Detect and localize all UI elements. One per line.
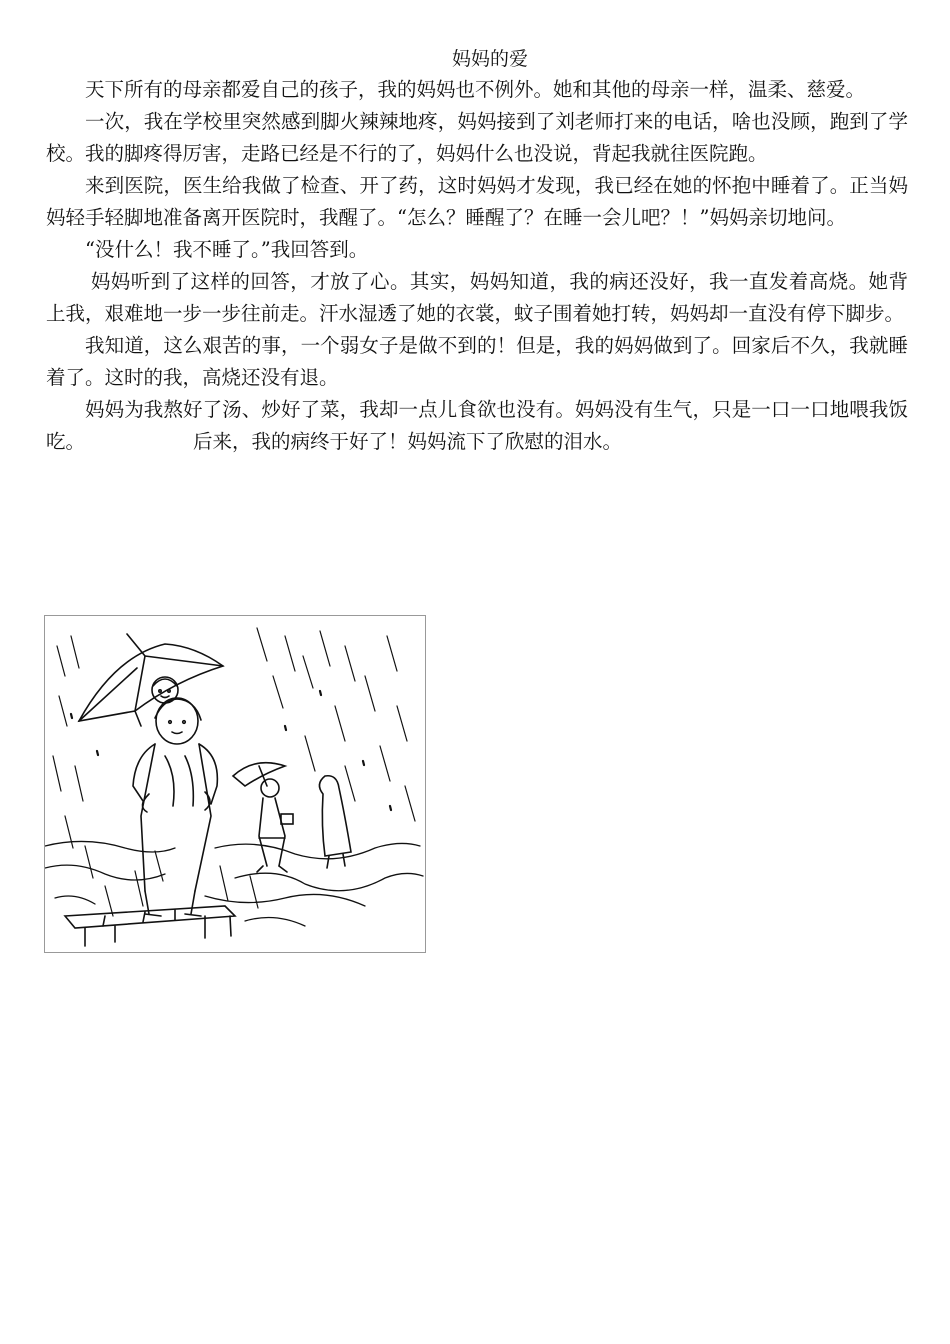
mother-carrying-child-in-rain-icon	[45, 616, 425, 952]
paragraph-6: 我知道，这么艰苦的事，一个弱女子是做不到的！但是，我的妈妈做到了。回家后不久，我就睡着了。这时的我，高烧还没有退。	[46, 334, 908, 389]
bridge-plank-icon	[65, 906, 235, 946]
paragraph-4: “没什么！我不睡了。”我回答到。	[85, 238, 369, 261]
rain-drops-icon	[71, 691, 391, 810]
paragraph-1: 天下所有的母亲都爱自己的孩子，我的妈妈也不例外。她和其他的母亲一样，温柔、慈爱。	[85, 78, 866, 101]
paragraph-2: 一次，我在学校里突然感到脚火辣辣地疼，妈妈接到了刘老师打来的电话，啥也没顾，跑到了学校。我的脚疼得厉害，走路已经是不行的了，妈妈什么也没说，背起我就往医院跑。	[46, 110, 908, 165]
umbrella-icon	[79, 634, 223, 726]
paragraph-7-part-2: 后来，我的病终于好了！妈妈流下了欣慰的泪水。	[193, 430, 623, 453]
essay-body	[46, 74, 908, 458]
hooded-figure-icon	[319, 776, 351, 868]
document-title: 妈妈的爱	[451, 48, 528, 70]
paragraph-7-part-1: 妈妈为我熬好了汤、炒好了菜，我却一点儿食欲也没有。妈妈没有生气，只是一口一口地喂我饭吃。	[46, 398, 908, 453]
rain-illustration	[44, 615, 426, 953]
child-with-umbrella-icon	[233, 763, 293, 872]
paragraph-7	[46, 394, 908, 458]
mother-figure-icon	[133, 698, 217, 916]
paragraph-3: 来到医院，医生给我做了检查、开了药，这时妈妈才发现，我已经在她的怀抱中睡着了。正当妈妈轻手轻脚地准备离开医院时，我醒了。“怎么？睡醒了？在睡一会儿吧？！”妈妈亲切地问。	[46, 174, 908, 229]
paragraph-5: 妈妈听到了这样的回答，才放了心。其实，妈妈知道，我的病还没好，我一直发着高烧。她背上我，艰难地一步一步往前走。汗水湿透了她的衣裳，蚊子围着她打转，妈妈却一直没有停下脚步。	[46, 270, 908, 325]
rain-streaks-icon	[53, 628, 415, 916]
